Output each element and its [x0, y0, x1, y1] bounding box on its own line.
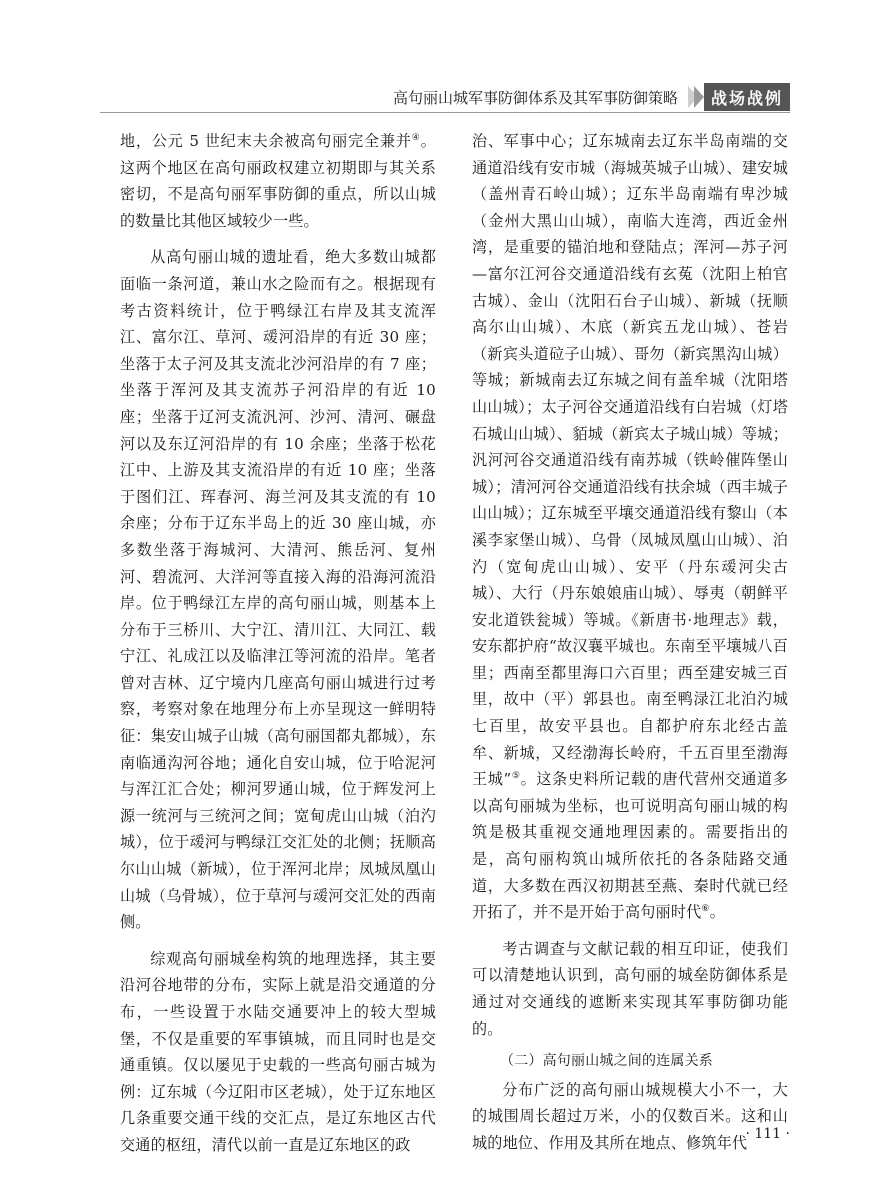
paragraph: 地，公元 5 世纪末夫余被高句丽完全兼并④。这两个地区在高句丽政权建立初期即与其关系密切，不是高句丽军事防御的重点，所以山城的数量比其他区域较少一些。	[120, 132, 436, 230]
chevron-icon	[694, 86, 704, 108]
paragraph: 综观高句丽城垒构筑的地理选择，其主要沿河谷地带的分布，实际上就是沿交通道的分布，一些设置于水陆交通要冲上的较大型城堡，不仅是重要的军事镇城，而且同时也是交通重镇。仅以屡见于史载的一些高句丽古城为例：辽东城（今辽阳市区老城），处于辽东地区几条重要交通干线的交汇点，是辽东地区古代交通的枢纽，清代以前一直是辽东地区的政	[120, 949, 436, 1154]
right-column	[472, 128, 788, 1157]
article-title: 高句丽山城军事防御体系及其军事防御策略	[392, 89, 678, 107]
section-heading: （二）高句丽山城之间的连属关系	[500, 1053, 713, 1070]
paragraph: 治、军事中心；辽东城南去辽东半岛南端的交通道沿线有安市城（海城英城子山城）、建安城（盖州青石岭山城）；辽东半岛南端有卑沙城（金州大黑山山城），南临大连湾，西近金州湾，是重要的锚泊地和登陆点；浑河—苏子河—富尔江河谷交通道沿线有玄菟（沈阳上柏官古城）、金山（沈阳石台子山城）、新城（抚顺高尔山山城）、木底（新宾五龙山城）、苍岩（新宾头道砬子山城）、哥勿（新宾黑沟山城）等城；新城南去辽东城之间有盖牟城（沈阳塔山山城）；太子河谷交通道沿线有白岩城（灯塔石城山山城）、貊城（新宾太子城山城）等城；汎河河谷交通道沿线有南苏城（铁岭催阵堡山城）；清河河谷交通道沿线有扶余城（西丰城子山山城）；辽东城至平壤交通道沿线有黎山（本溪李家堡山城）、乌骨（凤城凤凰山山城）、泊汋（宽甸虎山山城）、安平（丹东叆河尖古城）、大行（丹东娘娘庙山城）、辱夷（朝鲜平安北道铁瓮城）等城。《新唐书·地理志》载，安东都护府“故汉襄平城也。东南至平壤城八百里；西南至都里海口六百里；西至建安城三百里，故中（平）郭县也。南至鸭渌江北泊汋城七百里，故安平县也。自都护府东北经古盖牟、新城，又经渤海长岭府，千五百里至渤海王城”⑤。这条史料所记载的唐代营州交通道多以高句丽城为坐标，也可说明高句丽山城的构筑是极其重视交通地理因素的。需要指出的是，高句丽构筑山城所依托的各条陆路交通道，大多数在西汉初期甚至燕、秦时代就已经开拓了，并不是开始于高句丽时代⑥。	[472, 132, 788, 922]
footnote-marker[interactable]: ⑤	[511, 771, 521, 782]
paragraph: 考古调查与文献记载的相互印证，使我们可以清楚地认识到，高句丽的城垒防御体系是通过对交通线的遮断来实现其军事防御功能的。	[472, 939, 788, 1038]
running-header	[100, 81, 790, 113]
left-column	[120, 128, 436, 1159]
paragraph: 从高句丽山城的遗址看，绝大多数山城都面临一条河道，兼山水之险而有之。根据现有考古资料统计，位于鸭绿江右岸及其支流浑江、富尔江、草河、叆河沿岸的有近 30 座；坐落于太子河及其支流北沙河沿岸的有 7 座；坐落于浑河及其支流苏子河沿岸的有近 10 座；坐落于辽河支流汎河、沙河、清河、碾盘河以及东辽河沿岸的有 10 余座；坐落于松花江中、上游及其支流沿岸的有近 10 座；坐落于图们江、珲春河、海兰河及其支流的有 10 余座；分布于辽东半岛上的近 30 座山城，亦多数坐落于海城河、大清河、熊岳河、复州河、碧流河、大洋河等直接入海的沿海河流沿岸。位于鸭绿江左岸的高句丽山城，则基本上分布于三桥川、大宁江、清川江、大同江、载宁江、礼成江以及临津江等河流的沿岸。笔者曾对吉林、辽宁境内几座高句丽山城进行过考察，考察对象在地理分布上亦呈现这一鲜明特征：集安山城子山城（高句丽国都丸都城），东南临通沟河谷地；通化自安山城，位于哈泥河与浑江汇合处；柳河罗通山城，位于辉发河上源一统河与三统河之间；宽甸虎山山城（泊汋城），位于叆河与鸭绿江交汇处的北侧；抚顺高尔山山城（新城），位于浑河北岸；凤城凤凰山山城（乌骨城），位于草河与叆河交汇处的西南侧。	[120, 248, 436, 932]
header-divider	[100, 112, 790, 113]
footnote-marker[interactable]: ④	[411, 132, 421, 143]
paragraph: 分布广泛的高句丽山城规模大小不一，大的城围周长超过万米，小的仅数百米。这和山城的地位、作用及其所在地点、修筑年代	[472, 1080, 788, 1152]
page-number: · 111 ·	[745, 1126, 790, 1142]
section-tag: 战场战例	[704, 83, 790, 111]
footnote-marker[interactable]: ⑥	[701, 904, 710, 915]
